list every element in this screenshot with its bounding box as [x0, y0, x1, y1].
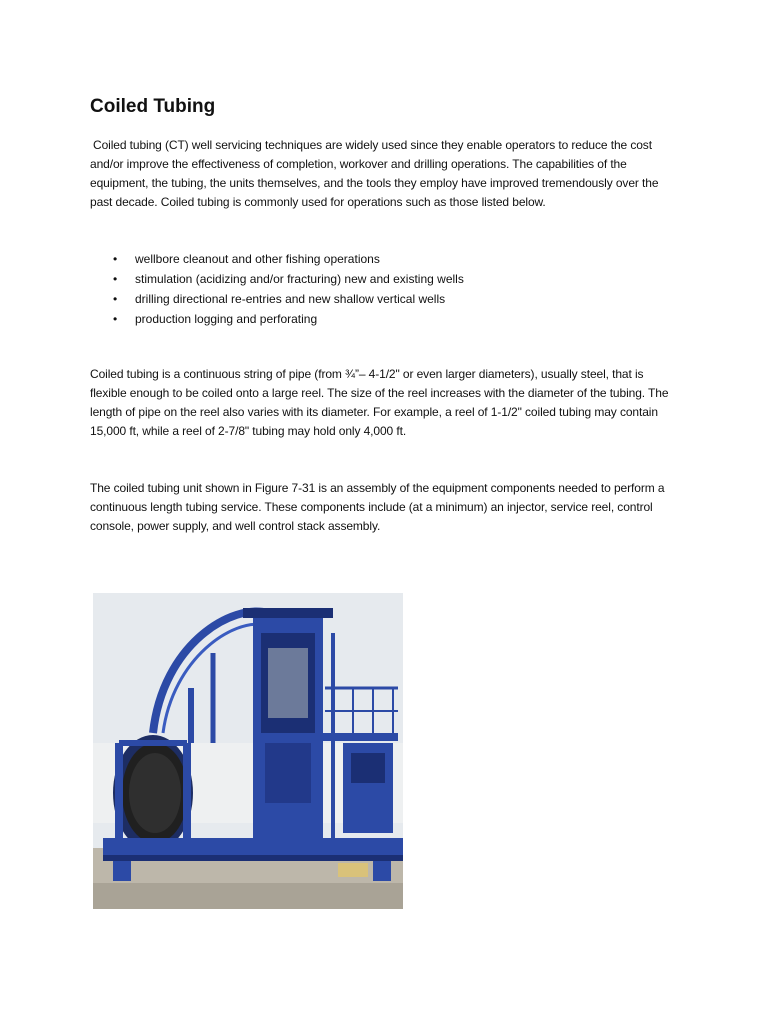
intro-paragraph: Coiled tubing (CT) well servicing techniques are widely used since they enable operators to reduce the cost and/or improve the effectiveness of completion, workover and drilling operations. The capabilities of the equipment, the tubing, the units themselves, and the tools they employ have improved tremendously over the past decade. Coiled tubing is commonly used for operations such as those listed below. [90, 138, 659, 209]
document-page [90, 95, 680, 536]
list-item-text: wellbore cleanout and other fishing operations [135, 252, 380, 266]
list-item-text: drilling directional re-entries and new shallow vertical wells [135, 292, 446, 306]
injector-tower [243, 608, 333, 848]
coiled-tubing-unit-paragraph: The coiled tubing unit shown in Figure 7-31 is an assembly of the equipment components needed to perform a continuous length tubing service. These components include (at a minimum) an injector, service reel, control console, power supply, and well control stack assembly. [90, 481, 665, 533]
coiled-tubing-unit-illustration [93, 593, 403, 909]
list-item [90, 289, 680, 309]
list-item-text: production logging and perforating [135, 312, 318, 326]
bullet-glyph: • [113, 272, 118, 286]
list-item [90, 309, 680, 329]
spacer [90, 441, 680, 479]
list-item-text: stimulation (acidizing and/or fracturing) new and existing wells [135, 272, 464, 286]
bullet-glyph: • [113, 312, 118, 326]
list-item [90, 269, 680, 289]
service-reel [113, 735, 193, 851]
spacer [90, 329, 680, 365]
page-title: Coiled Tubing [90, 96, 216, 117]
list-item [90, 249, 680, 269]
operations-list [90, 249, 680, 329]
coiled-tubing-description-paragraph: Coiled tubing is a continuous string of pipe (from ¾”– 4-1/2" or even larger diameters), usually steel, that is flexible enough to be coiled onto a large reel. The size of the reel increases with the diameter of the tubing. The length of pipe on the reel also varies with its diameter. For example, a reel of 1-1/2" coiled tubing may contain 15,000 ft, while a reel of 2-7/8" tubing may hold only 4,000 ft. [90, 367, 669, 438]
bullet-glyph: • [113, 252, 118, 266]
coiled-tubing-unit-photo [93, 593, 403, 909]
bullet-glyph: • [113, 292, 118, 306]
